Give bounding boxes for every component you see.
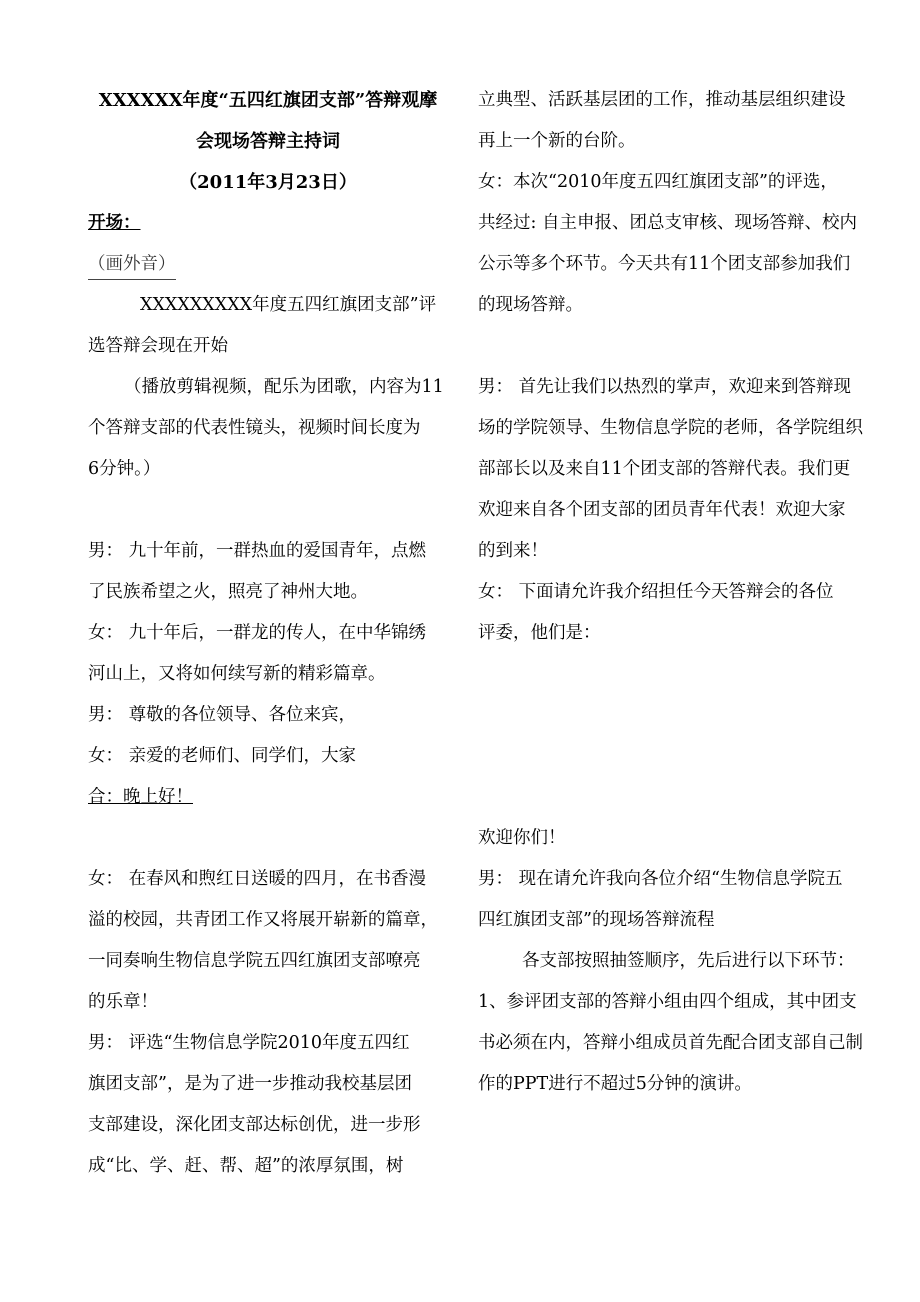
announce-line: 选答辩会现在开始 <box>88 336 228 356</box>
dialogue-line: 1、参评团支部的答辩小组由四个组成，其中团支 <box>478 992 857 1012</box>
spacer <box>478 326 878 367</box>
dialogue-line: 各支部按照抽签顺序，先后进行以下环节： <box>522 951 855 971</box>
dialogue-line: 了民族希望之火，照亮了神州大地。 <box>88 582 368 602</box>
left-column <box>88 80 448 1187</box>
dialogue-line: 再上一个新的台阶。 <box>478 131 636 151</box>
document-date: （2011年3月23日） <box>179 172 357 193</box>
opening-heading-text: 开场： <box>88 213 141 233</box>
dialogue-line: 支部建设，深化团支部达标创优，进一步形 <box>88 1115 421 1135</box>
video-note-line: （播放剪辑视频，配乐为团歌，内容为11 <box>124 377 444 397</box>
announce-line: XXXXXXXXX年度五四红旗团支部”评 <box>140 295 437 315</box>
dialogue-line: 女： 在春风和煦红日送暖的四月，在书香漫 <box>88 869 427 889</box>
dialogue-line: 男： 评选“生物信息学院2010年度五四红 <box>88 1033 410 1053</box>
dialogue-line: 女： 亲爱的老师们、同学们，大家 <box>88 746 357 766</box>
dialogue-line: 场的学院领导、生物信息学院的老师，各学院组织 <box>478 418 863 438</box>
dialogue-line: 河山上，又将如何续写新的精彩篇章。 <box>88 664 386 684</box>
dialogue-line: 公示等多个环节。今天共有11个团支部参加我们 <box>478 254 851 274</box>
dialogue-line: 成“比、学、赶、帮、超”的浓厚氛围，树 <box>88 1156 404 1176</box>
dialogue-line: 男： 九十年前，一群热血的爱国青年，点燃 <box>88 541 427 561</box>
dialogue-line: 男： 尊敬的各位领导、各位来宾， <box>88 705 357 725</box>
dialogue-line: 立典型、活跃基层团的工作，推动基层组织建设 <box>478 90 846 110</box>
spacer <box>478 695 878 736</box>
dialogue-line: 书必须在内，答辩小组成员首先配合团支部自己制 <box>478 1033 863 1053</box>
dialogue-line: 男： 现在请允许我向各位介绍“生物信息学院五 <box>478 869 843 889</box>
spacer <box>88 818 448 859</box>
dialogue-line-greeting <box>88 777 448 818</box>
dialogue-line: 欢迎来自各个团支部的团员青年代表！欢迎大家 <box>478 500 846 520</box>
spacer <box>478 777 878 818</box>
dialogue-line: 共经过: 自主申报、团总支审核、现场答辩、校内 <box>478 213 857 233</box>
spacer <box>88 490 448 531</box>
dialogue-line: 一同奏响生物信息学院五四红旗团支部嘹亮 <box>88 951 421 971</box>
dialogue-line: 溢的校园，共青团工作又将展开崭新的篇章， <box>88 910 438 930</box>
voiceover-label: （画外音） <box>88 249 176 280</box>
video-note-line: 6分钟。） <box>88 459 161 479</box>
spacer <box>478 654 878 695</box>
video-note-line: 个答辩支部的代表性镜头，视频时间长度为 <box>88 418 421 438</box>
dialogue-line: 女： 下面请允许我介绍担任今天答辩会的各位 <box>478 582 834 602</box>
document-title-line-1: XXXXXX年度“五四红旗团支部”答辩观摩 <box>98 90 438 111</box>
document-title-line-2: 会现场答辩主持词 <box>196 131 340 152</box>
right-column <box>478 80 878 1105</box>
dialogue-line: 作的PPT进行不超过5分钟的演讲。 <box>478 1074 752 1094</box>
dialogue-line: 的到来！ <box>478 541 548 561</box>
dialogue-line: 女： 九十年后，一群龙的传人，在中华锦绣 <box>88 623 427 643</box>
voiceover-label-row <box>88 244 448 285</box>
dialogue-line: 旗团支部”，是为了进一步推动我校基层团 <box>88 1074 412 1094</box>
dialogue-line: 欢迎你们！ <box>478 828 566 848</box>
opening-heading <box>88 203 448 244</box>
dialogue-line: 部部长以及来自11个团支部的答辩代表。我们更 <box>478 459 851 479</box>
spacer <box>478 736 878 777</box>
dialogue-line: 女：本次“2010年度五四红旗团支部”的评选， <box>478 172 838 192</box>
dialogue-line: 四红旗团支部”的现场答辩流程 <box>478 910 715 930</box>
dialogue-line: 评委，他们是： <box>478 623 601 643</box>
greeting-text: 合：晚上好！ <box>88 787 193 807</box>
dialogue-line: 的乐章！ <box>88 992 158 1012</box>
dialogue-line: 的现场答辩。 <box>478 295 583 315</box>
dialogue-line: 男： 首先让我们以热烈的掌声，欢迎来到答辩现 <box>478 377 852 397</box>
